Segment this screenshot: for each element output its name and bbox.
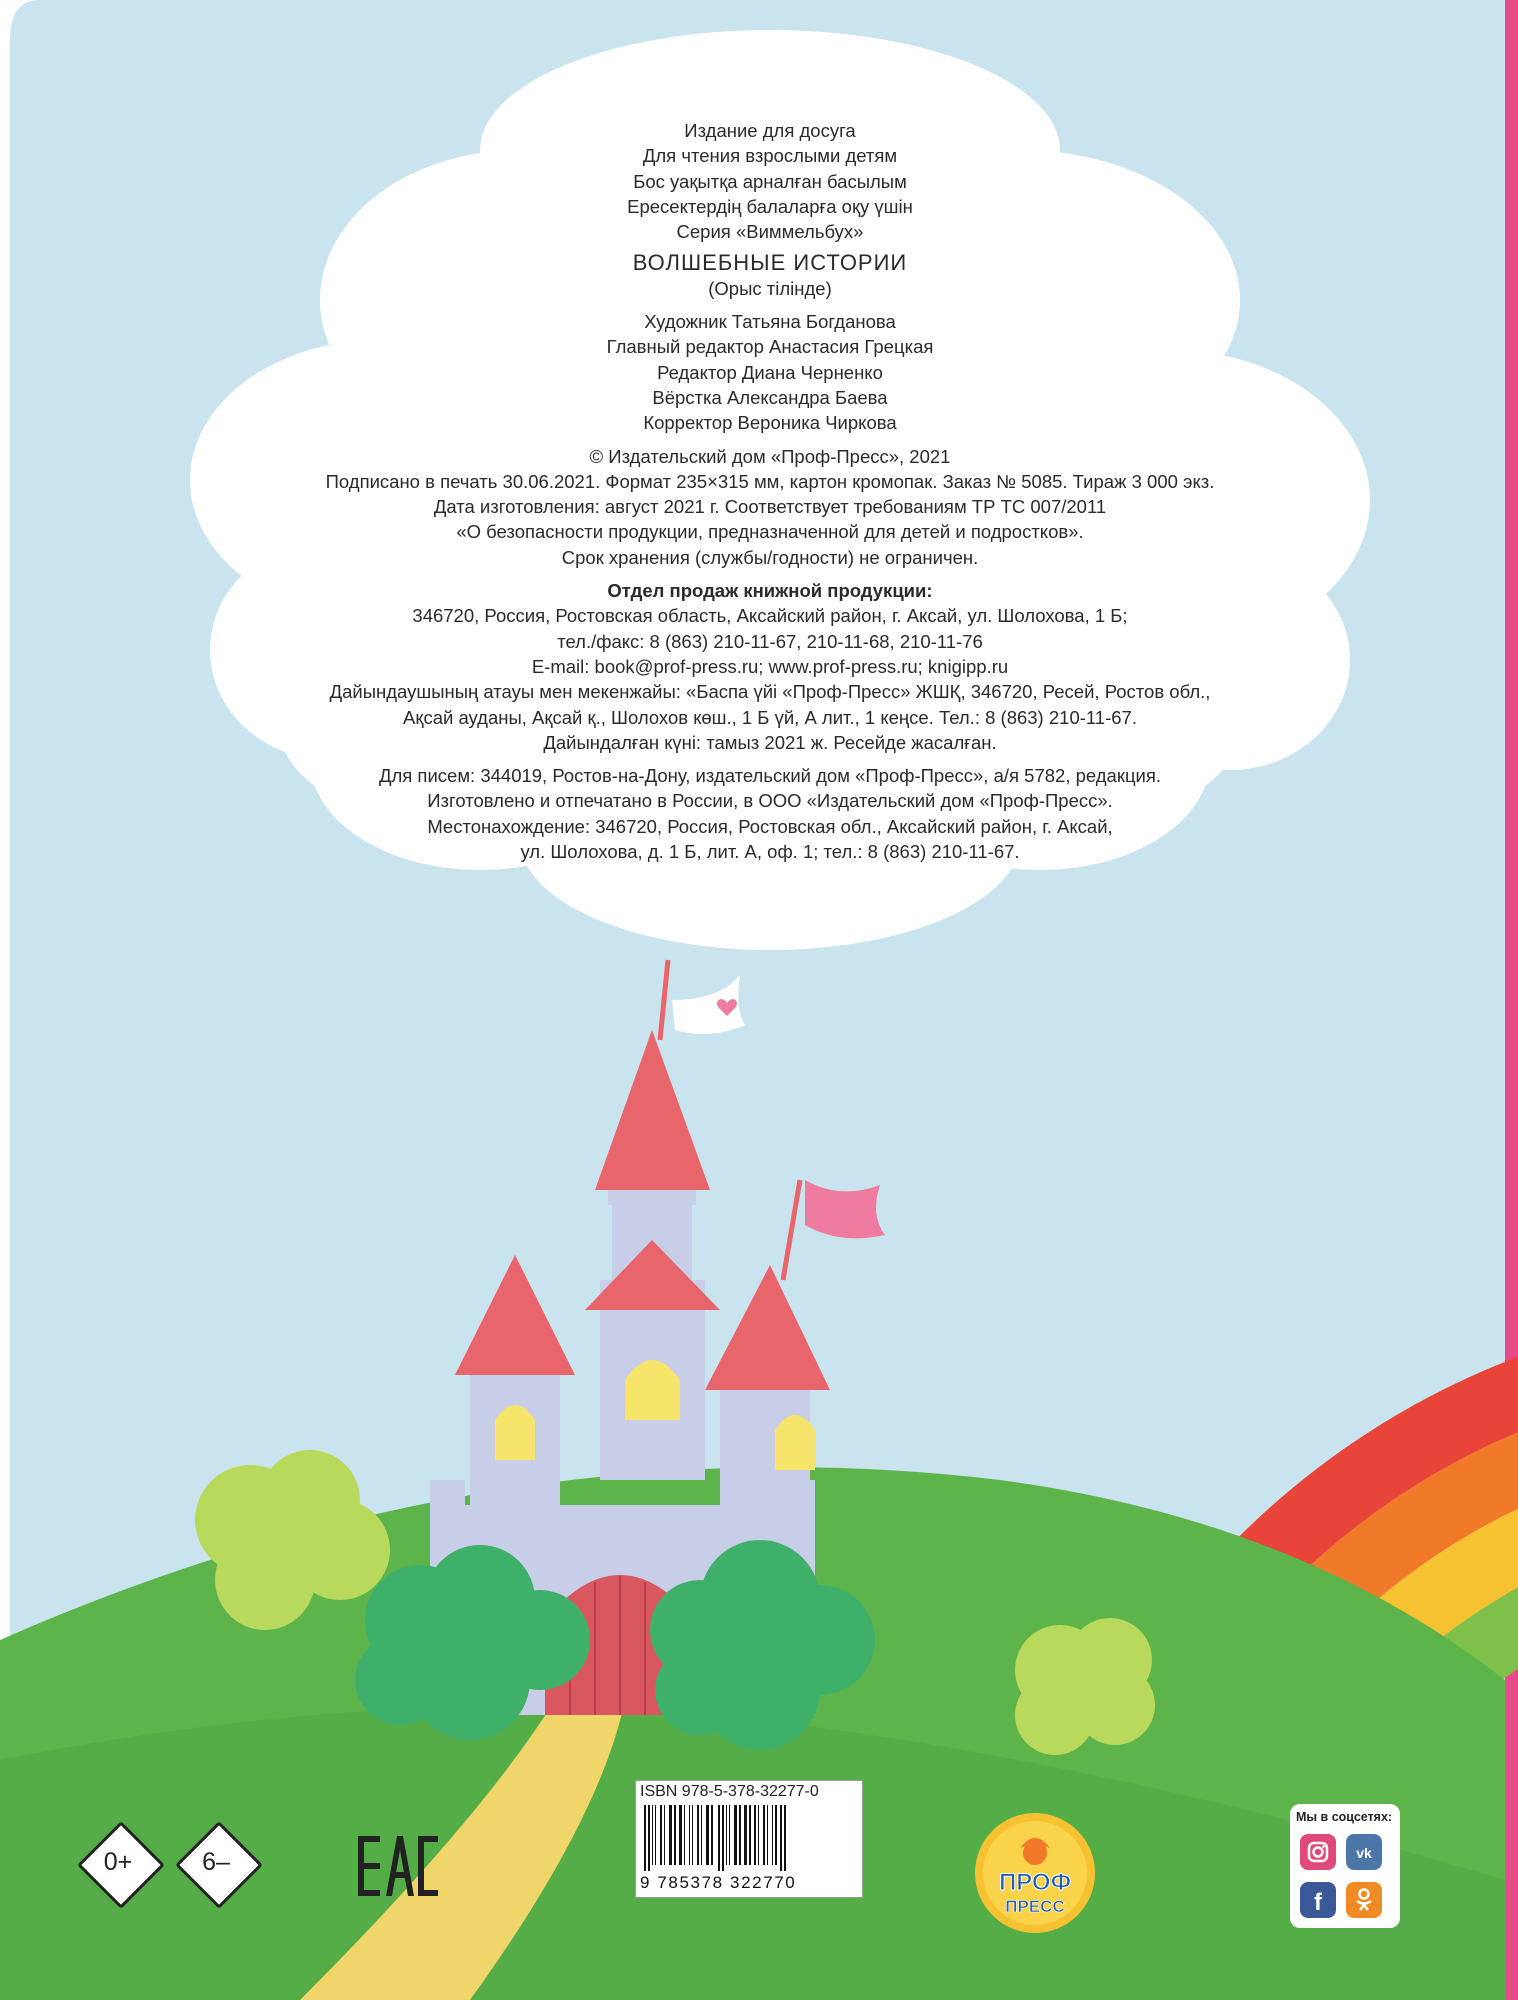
ean-digits: 9 785378 322770: [640, 1873, 797, 1892]
eac-certification-mark: [358, 1836, 438, 1896]
imprint-line: Серия «Виммельбух»: [676, 221, 864, 243]
barcode-bar: [648, 1805, 650, 1871]
barcode-bar: [754, 1805, 756, 1865]
sales-line: Дайындаушының атауы мен мекенжайы: «Баспа үйі «Проф-Пресс» ЖШҚ, 346720, Ресей, Ростов обл.,: [329, 681, 1211, 703]
barcode-bar: [669, 1805, 672, 1865]
imprint-line: Ересектердің балаларға оқу үшін: [627, 195, 913, 217]
barcode-bar: [674, 1805, 676, 1865]
print-info-line: «О безопасности продукции, предназначенной для детей и подростков».: [456, 521, 1084, 543]
copyright-line: © Издательский дом «Проф-Пресс», 2021: [589, 445, 951, 467]
imprint-block: [200, 118, 1340, 864]
vk-icon[interactable]: [1346, 1834, 1382, 1870]
barcode-bar: [726, 1805, 727, 1865]
mail-line: ул. Шолохова, д. 1 Б, лит. А, оф. 1; тел.: 8 (863) 210-11-67.: [520, 841, 1020, 863]
barcode-bar: [767, 1805, 768, 1865]
barcode-bar: [775, 1805, 777, 1865]
barcode-bar: [763, 1805, 765, 1865]
barcode-bar: [780, 1805, 782, 1871]
barcode-bar: [744, 1805, 747, 1865]
age-mark-label: 6–: [202, 1848, 230, 1876]
mail-line: Изготовлено и отпечатано в России, в ООО «Издательский дом «Проф-Пресс».: [427, 790, 1113, 812]
barcode-bar: [701, 1805, 702, 1865]
barcode-bar: [739, 1805, 741, 1865]
isbn-label: ISBN 978-5-378-32277-0: [640, 1783, 819, 1800]
sales-heading: Отдел продаж книжной продукции:: [607, 580, 933, 602]
barcode-bar: [644, 1805, 646, 1871]
sales-line: 346720, Россия, Ростовская область, Аксайский район, г. Аксай, ул. Шолохова, 1 Б;: [412, 605, 1128, 627]
barcode-bar: [652, 1805, 653, 1865]
barcode-bar: [711, 1805, 713, 1865]
sales-line: тел./факс: 8 (863) 210-11-67, 210-11-68, 210-11-76: [557, 630, 983, 652]
barcode-bar: [722, 1805, 724, 1871]
print-info-line: Подписано в печать 30.06.2021. Формат 235×315 мм, картон кромопак. Заказ № 5085. Тираж 3 000 экз.: [325, 470, 1215, 492]
barcode-bar: [734, 1805, 737, 1865]
barcode-bar: [697, 1805, 699, 1865]
barcode-bar: [706, 1805, 709, 1865]
social-links-panel: [1290, 1804, 1400, 1928]
imprint-line: Для чтения взрослыми детям: [642, 145, 898, 167]
sales-line: Дайындалған күні: тамыз 2021 ж. Ресейде жасалған.: [543, 731, 997, 753]
barcode-bar: [684, 1805, 685, 1865]
barcode-bar: [758, 1805, 759, 1865]
barcode-bar: [729, 1805, 730, 1865]
publisher-logo-line2: ПРЕСС: [1005, 1897, 1065, 1916]
barcode-bar: [749, 1805, 751, 1865]
mail-line: Для писем: 344019, Ростов-на-Дону, издательский дом «Проф-Пресс», а/я 5782, редакция.: [378, 765, 1162, 787]
credit-line: Вёрстка Александра Баева: [652, 386, 888, 408]
barcode-bar: [664, 1805, 665, 1865]
social-title: Мы в соцсетях:: [1296, 1810, 1393, 1824]
credit-line: Корректор Вероника Чиркова: [643, 412, 897, 434]
age-mark-label: 0+: [103, 1848, 133, 1876]
credit-line: Главный редактор Анастасия Грецкая: [606, 336, 934, 358]
imprint-line: Издание для досуга: [684, 120, 856, 141]
sales-line: Ақсай ауданы, Ақсай қ., Шолохов көш., 1 Б үй, А лит., 1 кеңсе. Тел.: 8 (863) 210-11-67.: [403, 706, 1137, 728]
language-note: (Орыс тілінде): [708, 277, 832, 299]
barcode-bar: [660, 1805, 662, 1865]
bush-right-light: [1015, 1618, 1155, 1755]
barcode-bar: [772, 1805, 773, 1865]
barcode-bar: [689, 1805, 690, 1865]
book-title: ВОЛШЕБНЫЕ ИСТОРИИ: [632, 250, 908, 276]
mail-line: Местонахождение: 346720, Россия, Ростовская обл., Аксайский район, г. Аксай,: [427, 815, 1113, 837]
imprint-line: Бос уақытқа арналған басылым: [633, 170, 907, 192]
isbn-barcode-block: [635, 1780, 863, 1898]
barcode-bar: [692, 1805, 693, 1865]
facebook-icon[interactable]: [1300, 1882, 1336, 1918]
credit-line: Художник Татьяна Богданова: [644, 311, 896, 333]
odnoklassniki-icon[interactable]: [1346, 1882, 1382, 1918]
sales-line: E-mail: book@prof-press.ru; www.prof-press.ru; knigipp.ru: [531, 655, 1009, 677]
age-mark-6: [176, 1822, 256, 1902]
publisher-logo: [970, 1808, 1100, 1938]
barcode-image: [642, 1805, 854, 1871]
vk-icon-label: vk: [1356, 1845, 1372, 1861]
print-info-line: Срок хранения (службы/годности) не ограничен.: [561, 546, 979, 568]
barcode-bar: [655, 1805, 656, 1865]
barcode-bar: [784, 1805, 786, 1871]
facebook-icon-label: f: [1314, 1889, 1322, 1916]
barcode-bar: [718, 1805, 720, 1871]
age-mark-0: [78, 1822, 158, 1902]
publisher-logo-line1: ПРОФ: [998, 1869, 1072, 1896]
instagram-icon[interactable]: [1300, 1834, 1336, 1870]
barcode-bar: [679, 1805, 682, 1865]
print-info-line: Дата изготовления: август 2021 г. Соответствует требованиям ТР ТС 007/2011: [433, 496, 1107, 518]
credit-line: Редактор Диана Черненко: [657, 361, 883, 383]
